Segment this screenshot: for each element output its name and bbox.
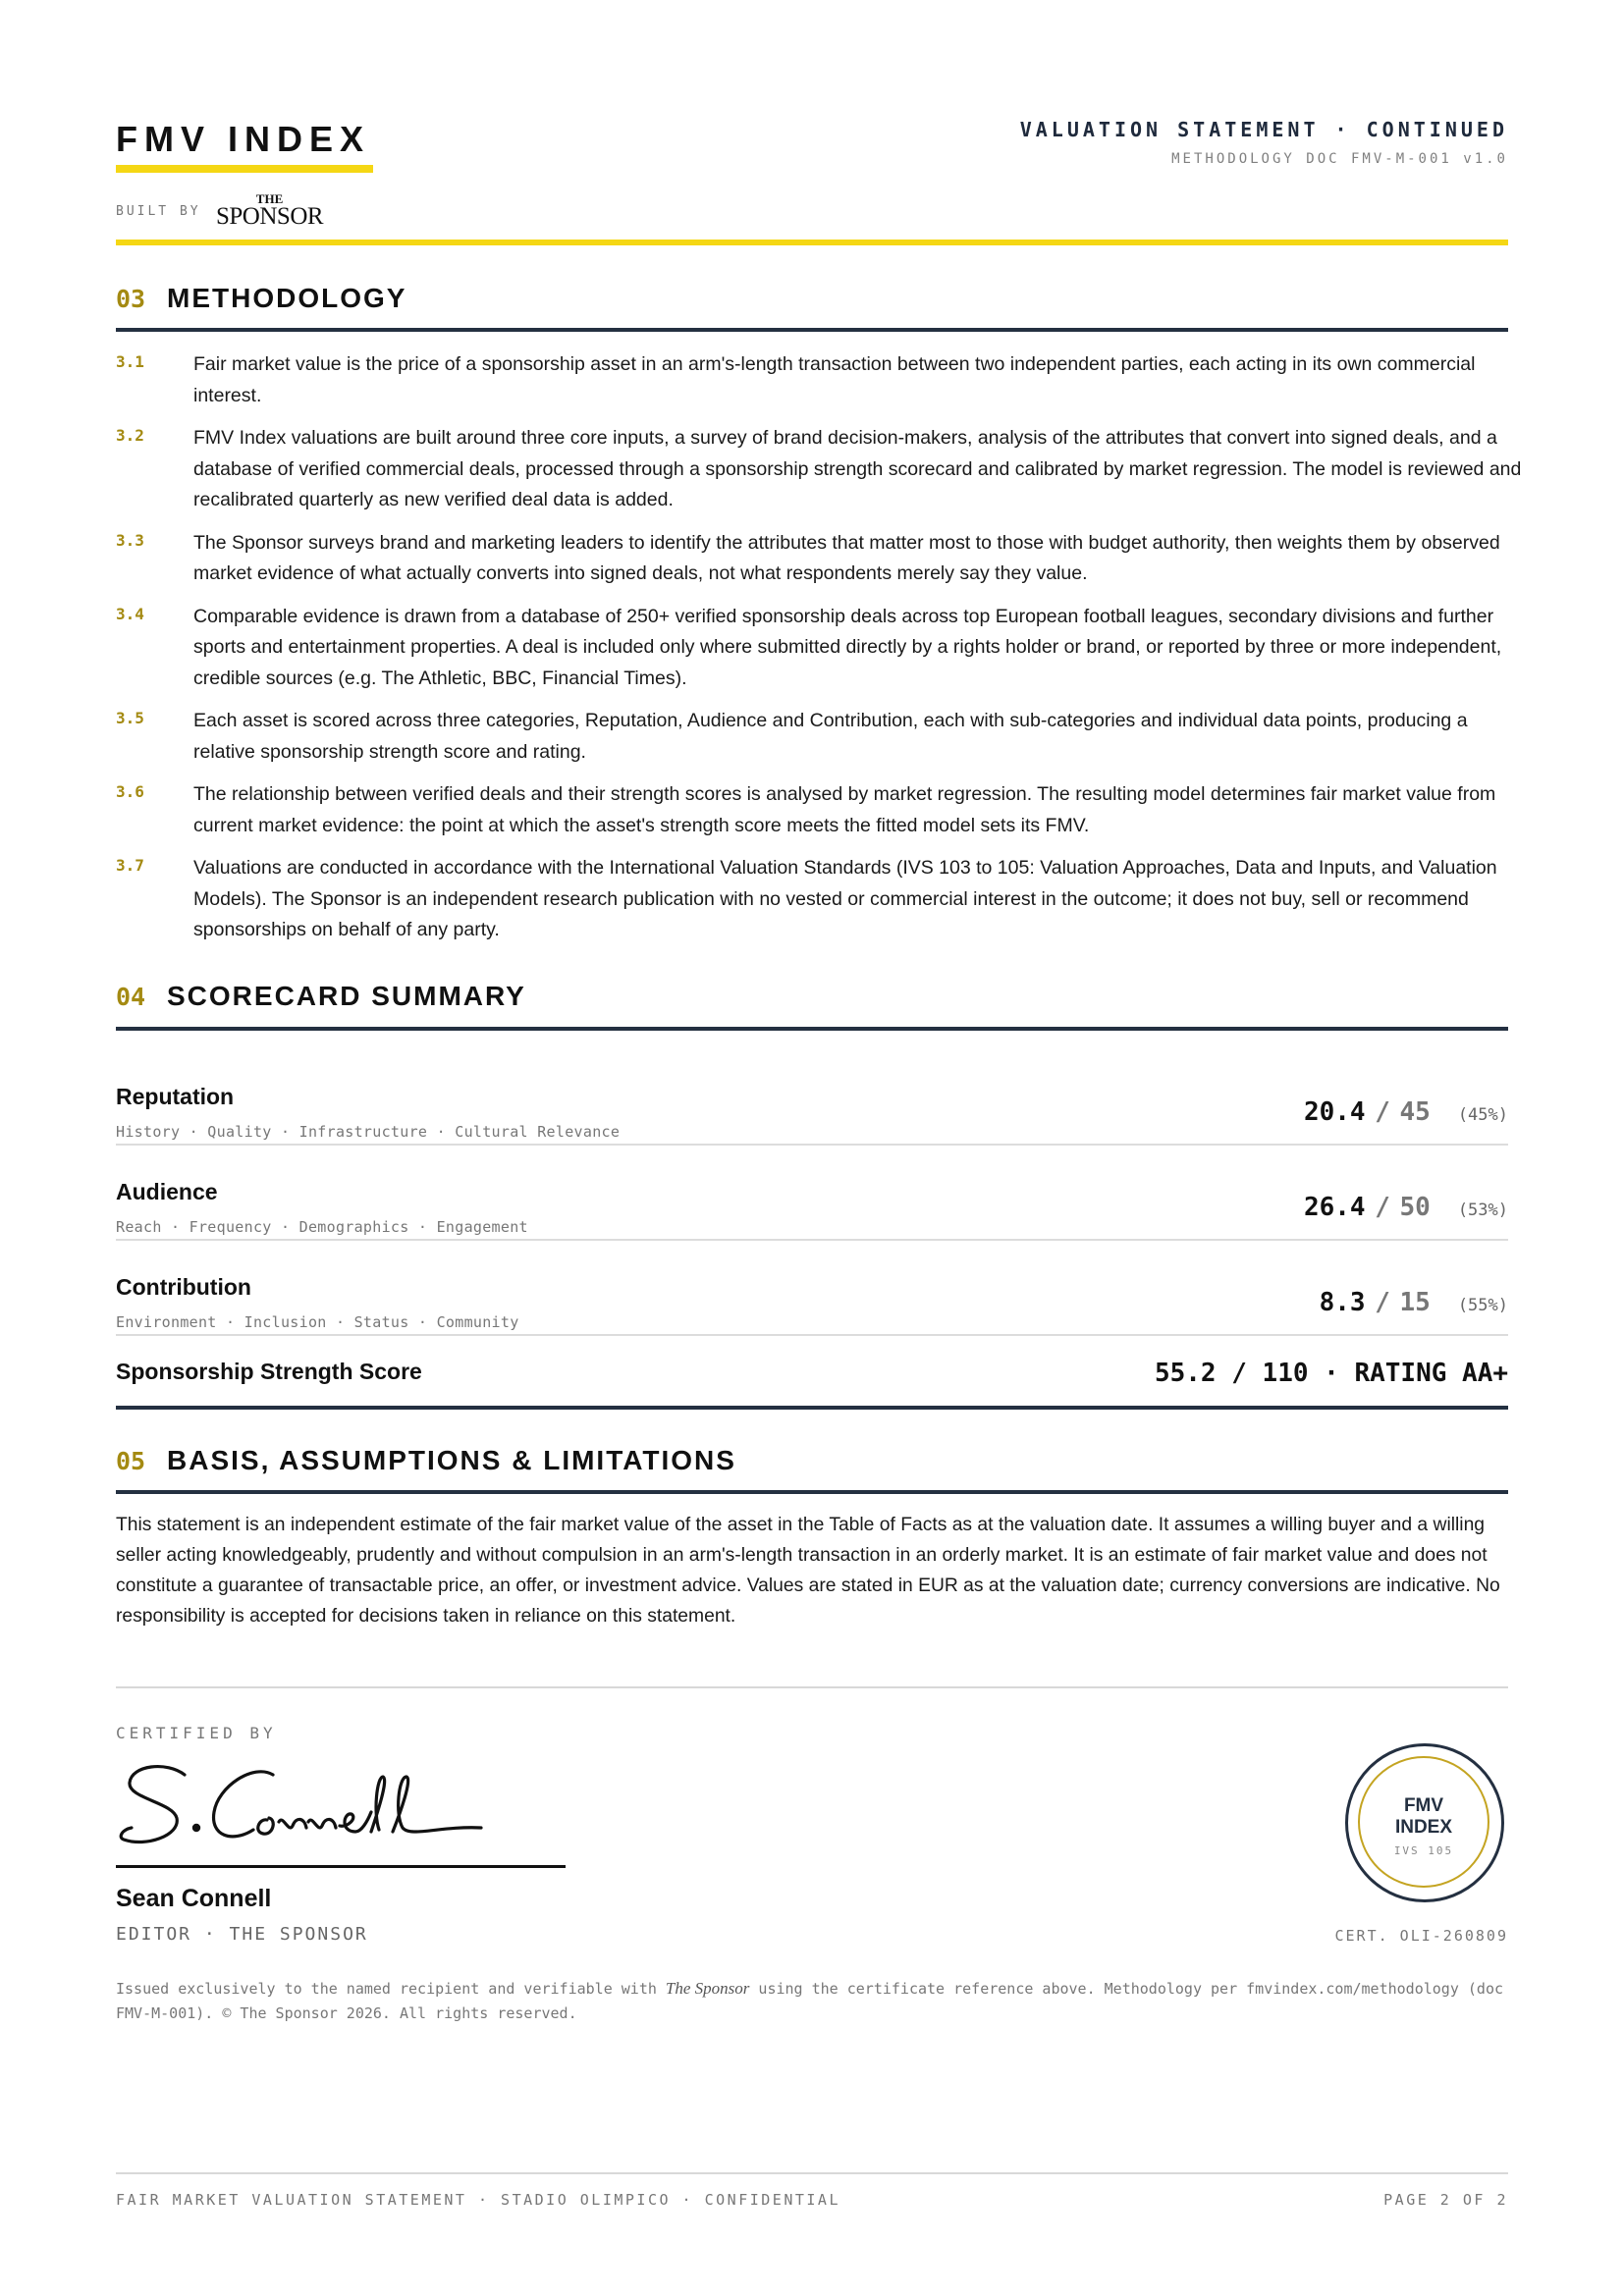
score-percent: (55%) bbox=[1457, 1296, 1508, 1315]
clause-3-2 bbox=[116, 423, 1530, 516]
section-basis-heading bbox=[116, 1445, 1508, 1476]
section-scorecard-heading bbox=[116, 981, 1508, 1012]
total-rule bbox=[116, 1406, 1508, 1410]
score-value bbox=[1304, 1097, 1508, 1127]
clause-text: Each asset is scored across three categories, Reputation, Audience and Contribution, each with sub-categories and individual data points, producing a relative sponsorship strength score and rating. bbox=[193, 710, 1468, 763]
total-score-value: 55.2 / 110 · RATING AA+ bbox=[1154, 1359, 1508, 1388]
disclaimer-publication: The Sponsor bbox=[665, 1979, 750, 1998]
certification-divider bbox=[116, 1686, 1508, 1688]
clause-text: The relationship between verified deals and their strength scores is analysed by market regression. The resulting model determines fair market value from current market evidence: the point at which the asset's strength score meets the fitted model sets its FMV. bbox=[193, 783, 1496, 836]
disclaimer-part-2: using the certificate reference above. Methodology per fmvindex.com/methodology (doc FMV-M-001). © The Sponsor 2026. All rights reserved. bbox=[116, 1980, 1504, 2022]
sponsor-logo bbox=[216, 192, 323, 229]
score-category: Reputation bbox=[116, 1084, 235, 1109]
score-points: 26.4 bbox=[1303, 1193, 1366, 1222]
clause-3-5 bbox=[116, 706, 1530, 768]
section-rule bbox=[116, 328, 1508, 332]
section-number: 03 bbox=[116, 285, 146, 313]
clause-number: 3.1 bbox=[116, 352, 144, 371]
clause-text: Fair market value is the price of a sponsorship asset in an arm's-length transaction between two independent parties, each acting in its own commercial interest. bbox=[193, 353, 1476, 406]
score-separator: / bbox=[1375, 1097, 1390, 1127]
clause-number: 3.4 bbox=[116, 604, 144, 623]
total-score-label: Sponsorship Strength Score bbox=[116, 1359, 422, 1384]
fmv-index-seal bbox=[1345, 1743, 1504, 1902]
score-percent: (45%) bbox=[1457, 1105, 1508, 1125]
clause-number: 3.3 bbox=[116, 530, 144, 550]
built-by-label: BUILT BY bbox=[116, 204, 201, 219]
score-subcategories: History · Quality · Infrastructure · Cultural Relevance bbox=[116, 1123, 621, 1141]
section-methodology-heading bbox=[116, 283, 1508, 314]
footer-divider bbox=[116, 2172, 1508, 2174]
clause-3-4 bbox=[116, 602, 1530, 695]
score-points: 8.3 bbox=[1319, 1288, 1366, 1317]
seal-text-index: INDEX bbox=[1394, 1817, 1453, 1838]
score-category: Contribution bbox=[116, 1274, 251, 1300]
sponsor-logo-name: SPONSOR bbox=[216, 203, 324, 230]
score-row-contribution bbox=[116, 1239, 1508, 1336]
score-max: 45 bbox=[1399, 1097, 1431, 1127]
clause-number: 3.7 bbox=[116, 856, 144, 875]
section-rule bbox=[116, 1027, 1508, 1031]
footer-page-number: PAGE 2 OF 2 bbox=[1383, 2191, 1508, 2209]
score-max: 50 bbox=[1399, 1193, 1431, 1222]
clause-text: Valuations are conducted in accordance with the International Valuation Standards (IVS 103 to 105: Valuation Approaches, Data and Inputs, and Valuation Models). The Sponsor is an independent research publication with no vested or commercial interest in the outcome; it does not buy, sell or recommend sponsorships on behalf of any party. bbox=[193, 857, 1497, 940]
score-value bbox=[1304, 1193, 1508, 1222]
clause-number: 3.5 bbox=[116, 709, 144, 727]
clause-number: 3.2 bbox=[116, 426, 144, 445]
disclaimer-part-1: Issued exclusively to the named recipient and verifiable with bbox=[116, 1980, 666, 1998]
score-max: 15 bbox=[1399, 1288, 1431, 1317]
disclaimer bbox=[116, 1976, 1510, 2026]
section-number: 05 bbox=[116, 1447, 146, 1475]
certificate-reference: CERT. OLI-260809 bbox=[1334, 1927, 1508, 1945]
seal-text-standard: IVS 105 bbox=[1393, 1844, 1454, 1857]
score-subcategories: Reach · Frequency · Demographics · Engagement bbox=[116, 1218, 528, 1236]
section-number: 04 bbox=[116, 983, 146, 1011]
score-percent: (53%) bbox=[1457, 1201, 1508, 1220]
brand-underline bbox=[116, 165, 373, 173]
statement-title: VALUATION STATEMENT · CONTINUED bbox=[1019, 118, 1508, 141]
sponsor-logo-the: THE bbox=[255, 191, 284, 206]
clause-number: 3.6 bbox=[116, 782, 144, 801]
signer-role: EDITOR · THE SPONSOR bbox=[116, 1924, 368, 1945]
header-right bbox=[1020, 118, 1508, 167]
score-points: 20.4 bbox=[1303, 1097, 1366, 1127]
clause-3-1 bbox=[116, 349, 1530, 411]
total-score-row bbox=[116, 1335, 1508, 1406]
clause-text: Comparable evidence is drawn from a database of 250+ verified sponsorship deals across top European football leagues, secondary divisions and further sports and entertainment properties. A deal is included only where submitted directly by a rights holder or brand, or reported by three or more independent, credible sources (e.g. The Athletic, BBC, Financial Times). bbox=[193, 605, 1502, 689]
header-divider bbox=[116, 240, 1508, 245]
clause-3-6 bbox=[116, 779, 1530, 841]
score-row-reputation bbox=[116, 1048, 1508, 1146]
basis-paragraph: This statement is an independent estimate of the fair market value of the asset in the Table of Facts as at the valuation date. It assumes a willing buyer and a willing seller acting knowledgeably, prudently and without compulsion in an arm's-length transaction in an orderly market. It is an estimate of fair market value and does not constitute a guarantee of transactable price, an offer, or investment advice. Values are stated in EUR as at the valuation date; currency conversions are indicative. No responsibility is accepted for decisions taken in reliance on this statement. bbox=[116, 1515, 1500, 1627]
doc-reference: METHODOLOGY DOC FMV-M-001 v1.0 bbox=[1171, 151, 1508, 167]
clause-3-7 bbox=[116, 853, 1530, 946]
footer-document-label: FAIR MARKET VALUATION STATEMENT · STADIO OLIMPICO · CONFIDENTIAL bbox=[116, 2191, 840, 2209]
certified-by-label: CERTIFIED BY bbox=[116, 1724, 277, 1742]
signer-name: Sean Connell bbox=[116, 1885, 272, 1912]
brand-block bbox=[116, 116, 373, 230]
score-row-audience bbox=[116, 1144, 1508, 1241]
clause-text: The Sponsor surveys brand and marketing leaders to identify the attributes that matter most to those with budget authority, then weights them by observed market evidence of what actually converts into signed deals, not what respondents merely say they value. bbox=[193, 531, 1500, 584]
section-title: METHODOLOGY bbox=[167, 283, 407, 313]
section-title: SCORECARD SUMMARY bbox=[167, 981, 526, 1011]
seal-inner-ring bbox=[1358, 1756, 1489, 1888]
clause-text: FMV Index valuations are built around three core inputs, a survey of brand decision-makers, analysis of the attributes that convert into signed deals, and a database of verified commercial deals, processed through a sponsorship strength scorecard and calibrated by market regression. The model is reviewed and recalibrated quarterly as new verified deal data is added. bbox=[193, 427, 1522, 510]
score-separator: / bbox=[1375, 1288, 1390, 1317]
seal-text-fmv: FMV bbox=[1403, 1795, 1444, 1816]
brand-title: FMV INDEX bbox=[116, 119, 371, 159]
score-category: Audience bbox=[116, 1179, 218, 1204]
score-value bbox=[1320, 1288, 1508, 1317]
section-title: BASIS, ASSUMPTIONS & LIMITATIONS bbox=[167, 1445, 736, 1475]
signature-line bbox=[116, 1865, 566, 1868]
methodology-clauses bbox=[116, 349, 1530, 958]
score-separator: / bbox=[1375, 1193, 1390, 1222]
built-by-row bbox=[116, 190, 373, 230]
clause-3-3 bbox=[116, 528, 1530, 590]
signature-image bbox=[116, 1757, 509, 1855]
score-subcategories: Environment · Inclusion · Status · Community bbox=[116, 1313, 519, 1331]
section-rule bbox=[116, 1490, 1508, 1494]
